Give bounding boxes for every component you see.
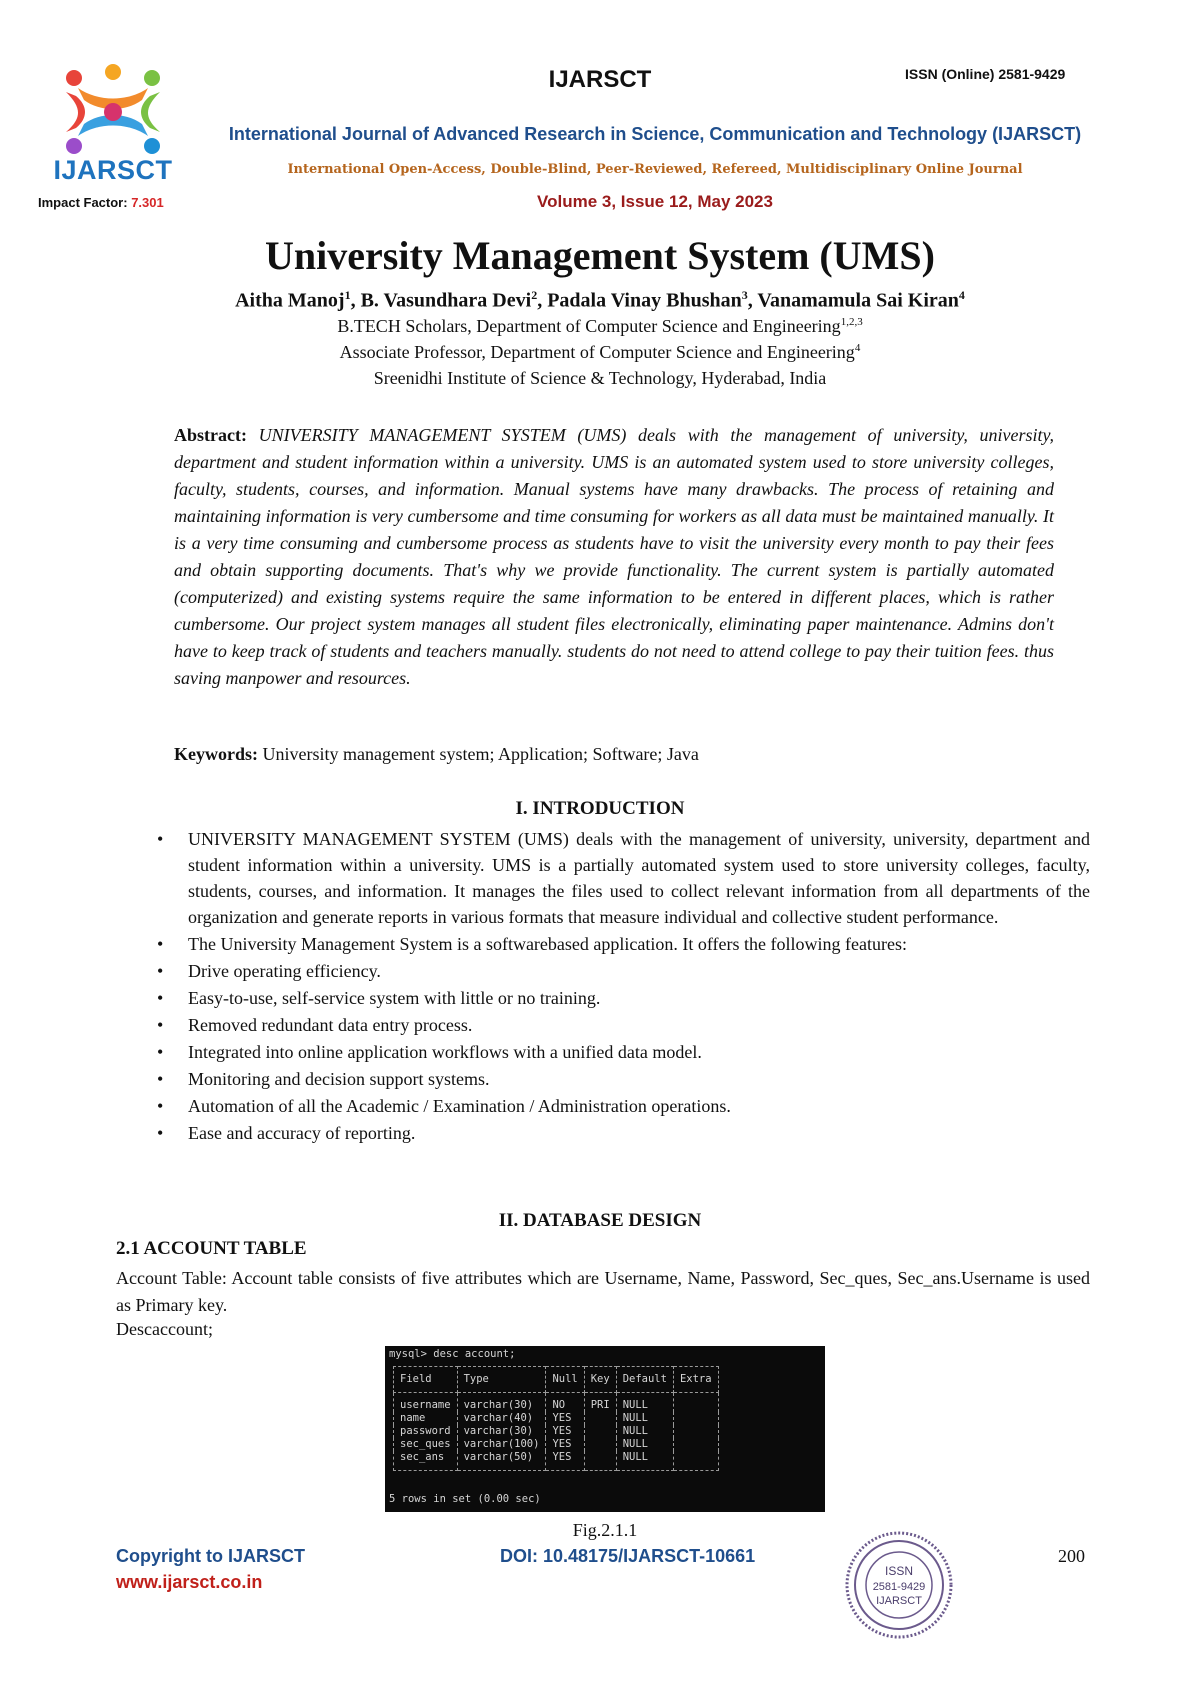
table-cell: YES — [546, 1451, 584, 1471]
affiliation-line — [0, 342, 1200, 363]
affiliation-text: Associate Professor, Department of Computer Science and Engineering — [339, 342, 855, 362]
logo-wordmark: IJARSCT — [53, 155, 173, 185]
list-item-text: Removed redundant data entry process. — [188, 1015, 473, 1035]
author-name: B. Vasundhara Devi — [360, 289, 532, 312]
issn-label: ISSN (Online) 2581-9429 — [905, 66, 1066, 82]
list-item-text: Ease and accuracy of reporting. — [188, 1123, 416, 1143]
table-cell: PRI — [584, 1393, 616, 1413]
subsection-heading-account-table: 2.1 ACCOUNT TABLE — [116, 1238, 307, 1259]
list-item-text: Drive operating efficiency. — [188, 961, 381, 981]
abstract-label: Abstract: — [174, 425, 247, 445]
table-cell: password — [394, 1425, 458, 1438]
bullet-icon: • — [157, 1069, 164, 1089]
terminal-table — [393, 1366, 719, 1471]
bullet-icon: • — [157, 961, 164, 981]
list-item — [150, 958, 1090, 984]
table-cell — [584, 1412, 616, 1425]
list-item-text: Easy-to-use, self-service system with little or no training. — [188, 988, 601, 1008]
introduction-list — [150, 826, 1090, 1147]
table-row — [394, 1425, 719, 1438]
table-cell: NULL — [616, 1393, 673, 1413]
table-cell: varchar(30) — [457, 1393, 546, 1413]
table-row — [394, 1438, 719, 1451]
list-item-text: The University Management System is a softwarebased application. It offers the following features: — [188, 934, 907, 954]
bullet-icon: • — [157, 934, 164, 954]
table-cell: varchar(40) — [457, 1412, 546, 1425]
terminal-header-cell: Key — [584, 1367, 616, 1393]
author-name: Aitha Manoj — [235, 289, 345, 312]
bullet-icon: • — [157, 1042, 164, 1062]
list-item — [150, 1039, 1090, 1065]
list-item — [150, 1120, 1090, 1146]
table-cell: NULL — [616, 1438, 673, 1451]
table-cell: username — [394, 1393, 458, 1413]
section-heading-database-design: II. DATABASE DESIGN — [498, 1210, 702, 1231]
table-cell — [584, 1451, 616, 1471]
affiliation-text: B.TECH Scholars, Department of Computer Science and Engineering — [337, 316, 841, 336]
keywords-text: University management system; Application; Software; Java — [262, 744, 699, 764]
list-item — [150, 931, 1090, 957]
terminal-header-cell: Type — [457, 1367, 546, 1393]
table-cell: varchar(30) — [457, 1425, 546, 1438]
table-cell — [673, 1425, 718, 1438]
bullet-icon: • — [157, 829, 164, 849]
bullet-icon: • — [157, 1123, 164, 1143]
list-item — [150, 985, 1090, 1011]
table-cell: YES — [546, 1425, 584, 1438]
abstract — [174, 422, 1054, 692]
list-item-text: Integrated into online application workflows with a unified data model. — [188, 1042, 702, 1062]
impact-factor-label: Impact Factor: — [38, 195, 128, 210]
table-cell: YES — [546, 1438, 584, 1451]
terminal-header-cell: Null — [546, 1367, 584, 1393]
terminal-result-footer: 5 rows in set (0.00 sec) — [389, 1493, 541, 1505]
table-cell — [584, 1438, 616, 1451]
list-item — [150, 1093, 1090, 1119]
author-sup: 2 — [531, 288, 538, 302]
paper-title: University Management System (UMS) — [265, 233, 935, 278]
keywords — [174, 744, 1054, 765]
table-cell: sec_ques — [394, 1438, 458, 1451]
table-cell — [584, 1425, 616, 1438]
journal-subtitle: International Open-Access, Double-Blind, Peer-Reviewed, Refereed, Multidisciplinary Online Journal — [287, 162, 1023, 177]
terminal-header-cell: Default — [616, 1367, 673, 1393]
author-list: Aitha Manoj$^1$, B. Vasundhara Devi$^2$, Padala Vinay Bhushan$^3$, Vanamamula Sai Kiran$^4$ — [235, 288, 965, 312]
list-item-text: Monitoring and decision support systems. — [188, 1069, 490, 1089]
keywords-label: Keywords: — [174, 744, 258, 764]
issn-stamp — [844, 1530, 954, 1640]
list-item — [150, 1066, 1090, 1092]
table-cell: varchar(50) — [457, 1451, 546, 1471]
terminal-screenshot — [385, 1346, 825, 1512]
affiliation-sup: 1,2,3 — [840, 316, 863, 328]
affiliation-sup: 4 — [854, 342, 861, 354]
list-item-text: UNIVERSITY MANAGEMENT SYSTEM (UMS) deals with the management of university, university, department and student information within a university. UMS is a partially automated system used to store university colleges, faculty, students, courses, and information. It manages the files used to collect relevant information from all departments of the organization and generate reports in various formats that measure individual and collective student performance. — [188, 829, 1090, 927]
impact-factor — [38, 195, 164, 210]
account-table-paragraph: Account Table: Account table consists of five attributes which are Username, Name, Password, Sec_ques, Sec_ans.Username is used as Primary key. — [116, 1268, 1090, 1315]
list-item-text: Automation of all the Academic / Examination / Administration operations. — [188, 1096, 731, 1116]
table-cell — [673, 1393, 718, 1413]
table-cell — [673, 1438, 718, 1451]
table-cell: NO — [546, 1393, 584, 1413]
impact-factor-value: 7.301 — [131, 195, 164, 210]
terminal-header-cell: Extra — [673, 1367, 718, 1393]
journal-logo-graphic — [38, 62, 188, 212]
journal-full-name: International Journal of Advanced Research in Science, Communication and Technology (IJARSCT) — [228, 124, 1082, 144]
terminal-command: mysql> desc account; — [389, 1348, 516, 1360]
author-name: Padala Vinay Bhushan — [547, 289, 742, 312]
figure-caption: Fig.2.1.1 — [572, 1520, 638, 1540]
bullet-icon: • — [157, 988, 164, 1008]
volume-issue: Volume 3, Issue 12, May 2023 — [537, 192, 773, 211]
footer-doi[interactable]: DOI: 10.48175/IJARSCT-10661 — [500, 1546, 756, 1566]
bullet-icon: • — [157, 1015, 164, 1035]
stamp-seal-icon — [844, 1530, 954, 1640]
table-cell: YES — [546, 1412, 584, 1425]
list-item — [150, 1012, 1090, 1038]
table-cell: sec_ans — [394, 1451, 458, 1471]
author-name: Vanamamula Sai Kiran — [757, 289, 959, 312]
page-number: 200 — [1058, 1546, 1085, 1566]
table-row — [394, 1451, 719, 1471]
author-sup: 3 — [741, 288, 748, 302]
table-cell: NULL — [616, 1412, 673, 1425]
journal-short-name: IJARSCT — [548, 66, 652, 93]
table-row — [394, 1412, 719, 1425]
stamp-line-1: ISSN — [884, 1564, 914, 1578]
terminal-header-cell: Field — [394, 1367, 458, 1393]
affiliation-line — [0, 316, 1200, 337]
table-cell: NULL — [616, 1451, 673, 1471]
stamp-line-3: IJARSCT — [876, 1595, 922, 1607]
table-cell: name — [394, 1412, 458, 1425]
table-cell — [673, 1451, 718, 1471]
author-sup: 1 — [344, 288, 351, 302]
institution-line: Sreenidhi Institute of Science & Technology, Hyderabad, India — [373, 368, 827, 388]
stamp-line-2: 2581-9429 — [872, 1581, 926, 1593]
desc-command-text: Descaccount; — [116, 1319, 213, 1339]
abstract-text: UNIVERSITY MANAGEMENT SYSTEM (UMS) deals with the management of university, university, department and student information within a university. UMS is an automated system used to store university colleges, faculty, students, courses, and information. Manual systems have many drawbacks. The process of retaining and maintaining information is very cumbersome and time consuming for workers as all data must be maintained manually. It is a very time consuming and cumbersome process as students have to visit the university every month to pay their fees and obtain supporting documents. That's why we provide functionality. The current system is partially automated (computerized) and existing systems require the same information to be entered in different places, which is rather cumbersome. Our project system manages all student files electronically, eliminating paper maintenance. Admins don't have to keep track of students and teachers manually. students do not need to attend college to pay their tuition fees. thus saving manpower and resources. — [174, 425, 1055, 688]
section-heading-introduction: I. INTRODUCTION — [515, 798, 685, 819]
terminal-header-row — [394, 1367, 719, 1393]
author-sup: 4 — [958, 288, 965, 302]
footer-website-link[interactable]: www.ijarsct.co.in — [116, 1572, 263, 1592]
footer-copyright: Copyright to IJARSCT — [116, 1546, 305, 1566]
list-item — [150, 826, 1090, 930]
table-cell: NULL — [616, 1425, 673, 1438]
table-row — [394, 1393, 719, 1413]
people-logo-icon — [38, 62, 188, 162]
bullet-icon: • — [157, 1096, 164, 1116]
table-cell: varchar(100) — [457, 1438, 546, 1451]
table-cell — [673, 1412, 718, 1425]
